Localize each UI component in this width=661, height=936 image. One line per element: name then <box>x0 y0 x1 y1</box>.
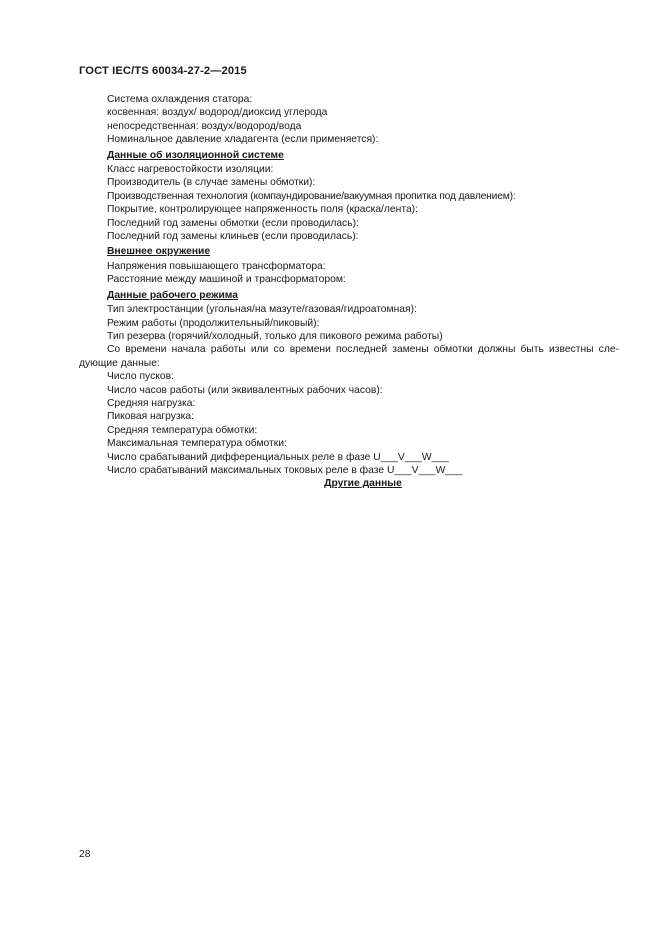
operating-count-item: Максимальная температура обмотки: <box>107 438 287 450</box>
environment-item: Расстояние между машиной и трансформатором: <box>107 274 346 286</box>
insulation-item: Последний год замены обмотки (если проводилась): <box>107 217 359 229</box>
operating-count-item: Число срабатываний максимальных токовых реле в фазе U___V___W___ <box>107 464 463 476</box>
operating-count-item: Пиковая нагрузка: <box>107 411 194 423</box>
insulation-item: Производственная технология (компаундирование/вакуумная пропитка под давлением): <box>107 190 516 202</box>
operating-item: Тип резерва (горячий/холодный, только для пикового режима работы) <box>107 330 443 342</box>
operating-count-item: Число срабатываний дифференциальных реле в фазе U___V___W___ <box>107 451 449 463</box>
operating-item: Режим работы (продолжительный/пиковый): <box>107 317 320 329</box>
operating-count-item: Средняя температура обмотки: <box>107 424 258 436</box>
insulation-item: Производитель (в случае замены обмотки): <box>107 177 316 189</box>
insulation-item: Класс нагревостойкости изоляции: <box>107 164 274 176</box>
other-data-heading: Другие данные <box>324 478 402 490</box>
operating-heading: Данные рабочего режима <box>107 289 239 301</box>
insulation-heading: Данные об изоляционной системе <box>107 149 284 161</box>
page-number: 28 <box>79 849 91 860</box>
environment-heading: Внешнее окружение <box>107 246 211 258</box>
operating-item: Тип электростанции (угольная/на мазуте/газовая/гидроатомная): <box>107 304 417 316</box>
document-header: ГОСТ IEC/TS 60034-27-2—2015 <box>79 65 247 77</box>
coolant-pressure-line: Номинальное давление хладагента (если применяется): <box>107 134 379 146</box>
document-body <box>79 93 619 491</box>
indirect-cooling-line: косвенная: воздух/ водород/диоксид углерода <box>107 107 328 119</box>
operating-paragraph: Со времени начала работы или со времени последней замены обмотки должны быть известны сле-дующие данные: <box>79 344 619 369</box>
insulation-item: Покрытие, контролирующее напряженность поля (краска/лента): <box>107 204 418 216</box>
direct-cooling-line: непосредственная: воздух/водород/вода <box>107 120 302 132</box>
operating-count-item: Число часов работы (или эквивалентных рабочих часов): <box>107 384 383 396</box>
environment-item: Напряжения повышающего трансформатора: <box>107 260 326 272</box>
operating-count-item: Число пусков: <box>107 371 174 383</box>
operating-count-item: Средняя нагрузка: <box>107 397 196 409</box>
stator-cooling-label: Система охлаждения статора: <box>107 94 253 105</box>
insulation-item: Последний год замены клиньев (если проводилась): <box>107 231 359 243</box>
